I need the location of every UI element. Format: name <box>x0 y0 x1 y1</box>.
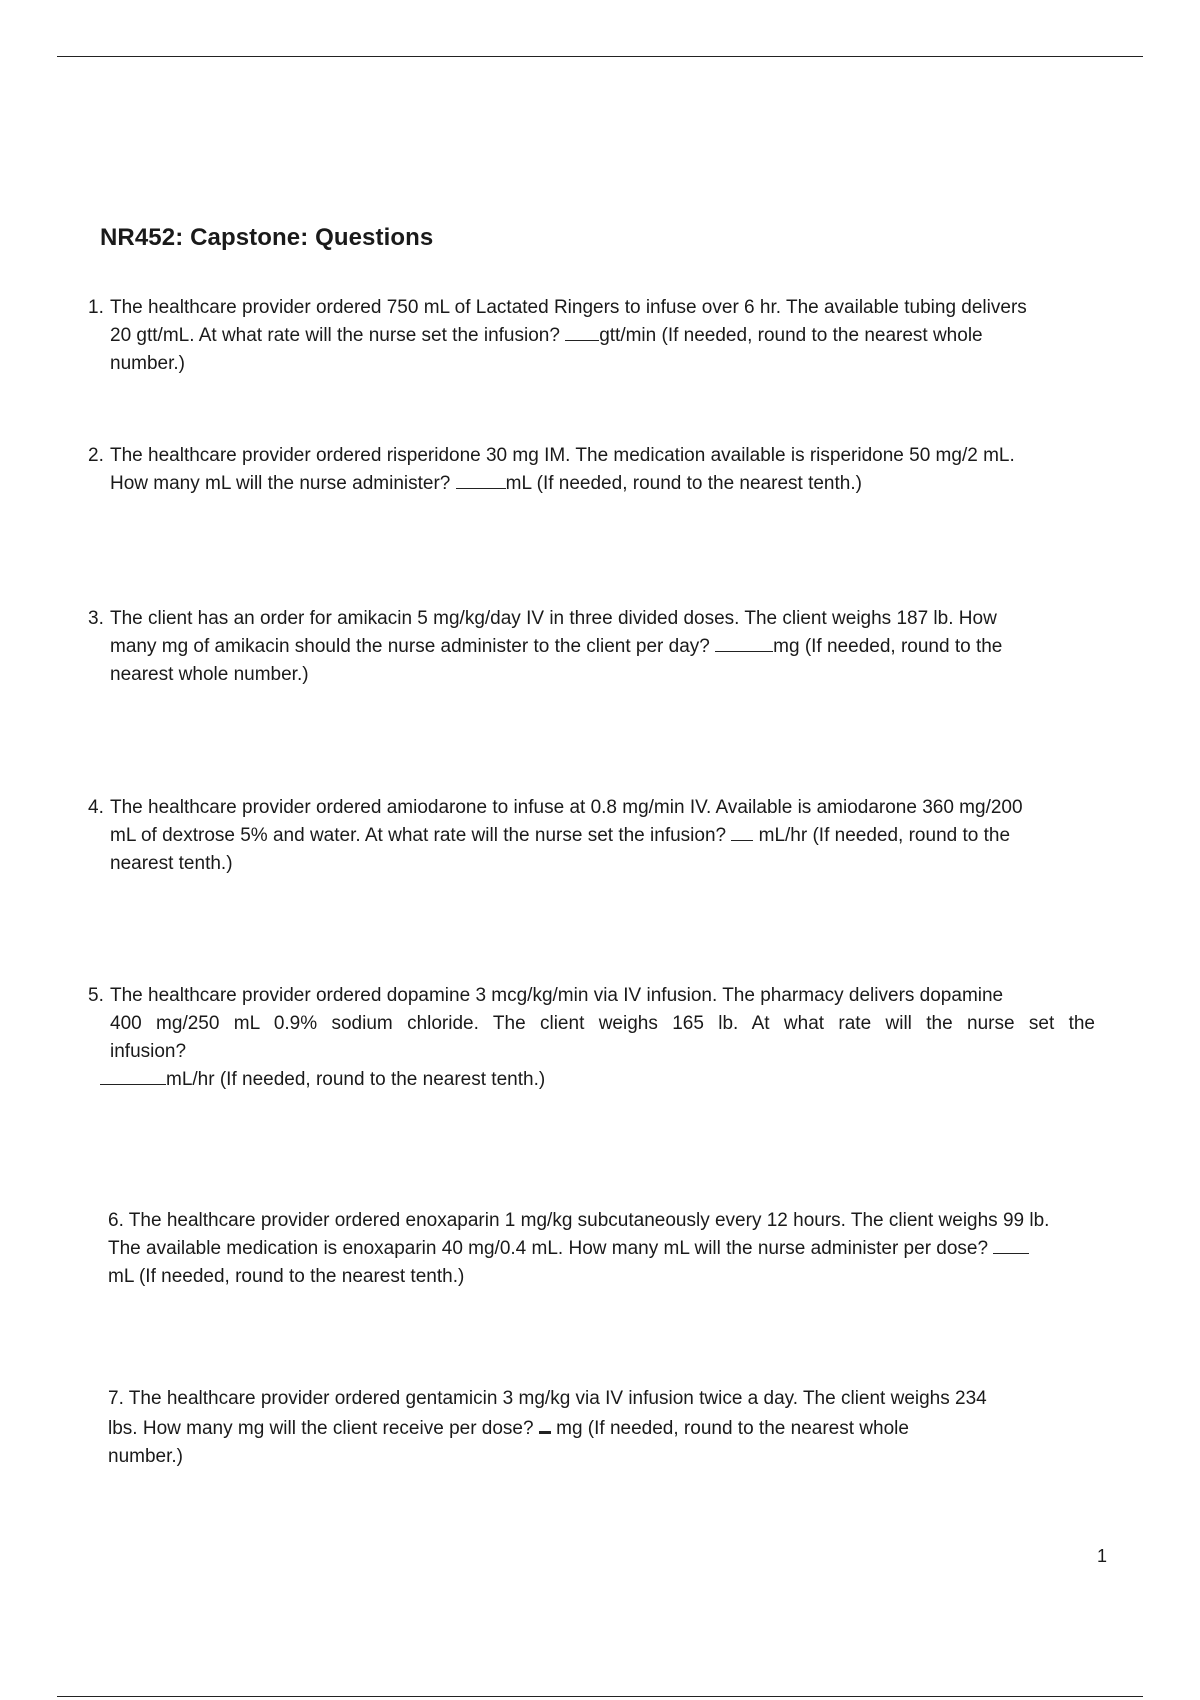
question-line: many mg of amikacin should the nurse administer to the client per day? mg (If needed, round to the <box>110 633 1098 661</box>
question-line: 400 mg/250 mL 0.9% sodium chloride. The client weighs 165 lb. At what rate will the nurse set the <box>110 1013 1095 1034</box>
question-number: 4. <box>88 797 104 818</box>
question-line: mL (If needed, round to the nearest tenth.) <box>108 1266 465 1287</box>
question-line: nearest tenth.) <box>110 853 233 874</box>
question-line: The healthcare provider ordered 750 mL of Lactated Ringers to infuse over 6 hr. The available tubing delivers <box>110 297 1027 318</box>
question-number: 5. <box>88 985 104 1006</box>
question-number: 1. <box>88 297 104 318</box>
answer-blank[interactable] <box>993 1235 1029 1254</box>
answer-blank[interactable] <box>539 1413 551 1434</box>
question-line: The healthcare provider ordered amiodarone to infuse at 0.8 mg/min IV. Available is amiodarone 360 mg/200 <box>110 797 1023 818</box>
question-4 <box>88 794 1098 878</box>
question-line: 7. The healthcare provider ordered gentamicin 3 mg/kg via IV infusion twice a day. The client weighs 234 <box>108 1388 987 1409</box>
answer-blank[interactable] <box>715 633 773 652</box>
page-number: 1 <box>1097 1546 1108 1566</box>
question-7 <box>108 1385 1148 1471</box>
answer-blank[interactable] <box>731 822 753 841</box>
question-line: mL/hr (If needed, round to the nearest tenth.) <box>100 1066 1098 1094</box>
question-1 <box>88 294 1098 378</box>
question-line: number.) <box>108 1446 183 1467</box>
question-line: The healthcare provider ordered dopamine 3 mcg/kg/min via IV infusion. The pharmacy delivers dopamine <box>110 985 1004 1006</box>
question-line: number.) <box>110 353 185 374</box>
answer-blank[interactable] <box>565 322 599 341</box>
question-line: lbs. How many mg will the client receive per dose? mg (If needed, round to the nearest whole <box>108 1413 1148 1443</box>
question-number: 7. <box>108 1388 124 1409</box>
header-rule <box>57 56 1143 57</box>
footer-rule <box>57 1696 1143 1697</box>
question-5 <box>88 982 1098 1094</box>
question-line: mL of dextrose 5% and water. At what rate will the nurse set the infusion? mL/hr (If needed, round to the <box>110 822 1098 850</box>
answer-blank[interactable] <box>100 1066 166 1085</box>
question-3 <box>88 605 1098 689</box>
question-line: infusion? <box>110 1041 187 1062</box>
question-line: How many mL will the nurse administer? mL (If needed, round to the nearest tenth.) <box>110 470 1098 498</box>
question-line: The healthcare provider ordered risperidone 30 mg IM. The medication available is risperidone 50 mg/2 mL. <box>110 445 1015 466</box>
question-number: 6. <box>108 1210 124 1231</box>
question-line: The available medication is enoxaparin 40 mg/0.4 mL. How many mL will the nurse administer per dose? <box>108 1235 1148 1263</box>
question-number: 3. <box>88 608 104 629</box>
question-line: nearest whole number.) <box>110 664 309 685</box>
question-6 <box>108 1207 1148 1291</box>
answer-blank[interactable] <box>456 470 506 489</box>
question-line: 20 gtt/mL. At what rate will the nurse set the infusion? gtt/min (If needed, round to the nearest whole <box>110 322 1098 350</box>
question-line: 6. The healthcare provider ordered enoxaparin 1 mg/kg subcutaneously every 12 hours. The client weighs 99 lb. <box>108 1210 1050 1231</box>
question-2 <box>88 442 1098 498</box>
question-number: 2. <box>88 445 104 466</box>
question-line: The client has an order for amikacin 5 mg/kg/day IV in three divided doses. The client weighs 187 lb. How <box>110 608 997 629</box>
page-title: NR452: Capstone: Questions <box>100 224 434 251</box>
